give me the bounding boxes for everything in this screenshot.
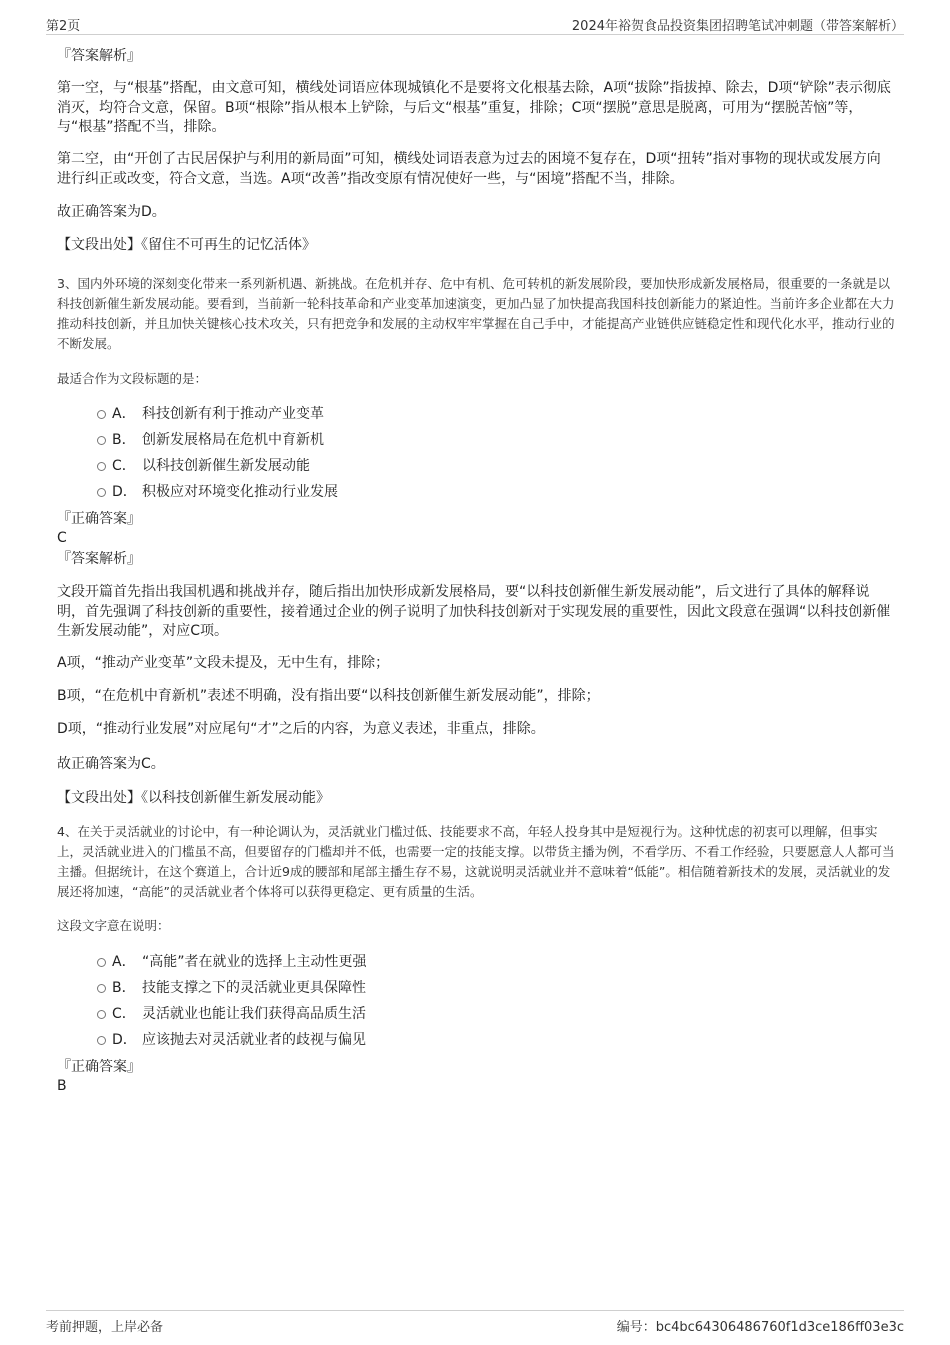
q3-analysis-heading: 『答案解析』 (57, 551, 141, 567)
radio-icon[interactable] (97, 1010, 106, 1019)
q4-answer-heading: 『正确答案』 (57, 1059, 141, 1075)
q3-option-d[interactable] (97, 482, 338, 502)
q4-answer: B (57, 1078, 67, 1094)
q3-analysis-paragraph-1: 文段开篇首先指出我国机遇和挑战并存，随后指出加快形成新发展格局，要“以科技创新催生新发展动能”，后文进行了具体的解释说明，首先强调了科技创新的重要性，接着通过企业的例子说明了加快科技创新对于实现发展的重要性，因此文段意在强调“以科技创新催生新发展动能”，对应C项。 (57, 584, 891, 639)
q4-question-text: 4、在关于灵活就业的讨论中，有一种论调认为，灵活就业门槛过低、技能要求不高，年轻人投身其中是短视行为。这种忧虑的初衷可以理解，但事实上，灵活就业进入的门槛虽不高，但要留存的门槛却并不低，也需要一定的技能支撑。以带货主播为例，不看学历、不看工作经验，只要愿意人人都可当主播。但据统计，在这个赛道上，合计近9成的腰部和尾部主播生存不易，这就说明灵活就业并不意味着“低能”。相信随着新技术的发展，灵活就业的发展还将加速，“高能”的灵活就业者个体将可以获得更稳定、更有质量的生活。 (57, 824, 895, 899)
option-text: 以科技创新催生新发展动能 (142, 458, 310, 474)
q3-answer-heading: 『正确答案』 (57, 511, 141, 527)
q3-option-b[interactable] (97, 430, 324, 450)
q3-conclusion: 故正确答案为C。 (57, 756, 165, 772)
footer-slogan: 考前押题，上岸必备 (46, 1320, 164, 1335)
option-text: 科技创新有利于推动产业变革 (142, 406, 324, 422)
option-letter: B． (112, 432, 136, 448)
radio-icon[interactable] (97, 488, 106, 497)
document-title: 2024年裕贺食品投资集团招聘笔试冲刺题（带答案解析） (571, 19, 904, 34)
option-text: 灵活就业也能让我们获得高品质生活 (142, 1006, 366, 1022)
option-letter: C． (112, 458, 136, 474)
page-header (46, 14, 904, 35)
q4-option-b[interactable] (97, 978, 366, 998)
q3-analysis-option-d: D项，“推动行业发展”对应尾句“才”之后的内容，为意义表述，非重点，排除。 (57, 721, 545, 737)
option-letter: C． (112, 1006, 136, 1022)
option-letter: D． (112, 1032, 137, 1048)
radio-icon[interactable] (97, 1036, 106, 1045)
option-letter: D． (112, 484, 137, 500)
q3-prompt: 最适合作为文段标题的是： (57, 371, 208, 386)
q2-source: 【文段出处】《留住不可再生的记忆活体》 (57, 237, 316, 253)
radio-icon[interactable] (97, 436, 106, 445)
q3-analysis-option-a: A项，“推动产业变革”文段未提及，无中生有，排除； (57, 655, 390, 671)
q3-source: 【文段出处】《以科技创新催生新发展动能》 (57, 790, 330, 806)
page-number: 第2页 (46, 19, 81, 34)
page-footer (46, 1310, 904, 1335)
radio-icon[interactable] (97, 984, 106, 993)
option-text: 技能支撑之下的灵活就业更具保障性 (142, 980, 366, 996)
q4-option-c[interactable] (97, 1004, 366, 1024)
q4-option-d[interactable] (97, 1030, 366, 1050)
option-letter: A． (112, 954, 136, 970)
document-id: 编号：bc4bc64306486760f1d3ce186ff03e3c (616, 1320, 904, 1335)
q4-option-a[interactable] (97, 952, 367, 972)
option-letter: B． (112, 980, 136, 996)
q2-analysis-heading: 『答案解析』 (57, 48, 141, 64)
option-text: 创新发展格局在危机中育新机 (142, 432, 324, 448)
q2-analysis-paragraph-2: 第二空，由“开创了古民居保护与利用的新局面”可知，横线处词语表意为过去的困境不复存在，D项“扭转”指对事物的现状或发展方向进行纠正或改变，符合文意，当选。A项“改善”指改变原有情况使好一些，与“困境”搭配不当，排除。 (57, 151, 881, 187)
q2-conclusion: 故正确答案为D。 (57, 204, 166, 220)
q3-question-text: 3、国内外环境的深刻变化带来一系列新机遇、新挑战。在危机并存、危中有机、危可转机的新发展阶段，要加快形成新发展格局，很重要的一条就是以科技创新催生新发展动能。要看到，当前新一轮科技革命和产业变革加速演变，更加凸显了加快提高我国科技创新能力的紧迫性。当前许多企业都在大力推动科技创新，并且加快关键核心技术攻关，只有把竞争和发展的主动权牢牢掌握在自己手中，才能提高产业链供应链稳定性和现代化水平，推动行业的不断发展。 (57, 276, 895, 351)
q4-prompt: 这段文字意在说明： (57, 918, 170, 933)
q3-option-a[interactable] (97, 404, 324, 424)
option-text: “高能”者在就业的选择上主动性更强 (142, 954, 367, 970)
option-letter: A． (112, 406, 136, 422)
q3-analysis-option-b: B项，“在危机中育新机”表述不明确，没有指出要“以科技创新催生新发展动能”，排除； (57, 688, 600, 704)
q3-answer: C (57, 530, 67, 546)
option-text: 积极应对环境变化推动行业发展 (142, 484, 338, 500)
option-text: 应该抛去对灵活就业者的歧视与偏见 (142, 1032, 366, 1048)
q2-analysis-paragraph-1: 第一空，与“根基”搭配，由文意可知，横线处词语应体现城镇化不是要将文化根基去除，A项“拔除”指拔掉、除去，D项“铲除”表示彻底消灭，均符合文意，保留。B项“根除”指从根本上铲除，与后文“根基”重复，排除；C项“摆脱”意思是脱离，可用为“摆脱苦恼”等，与“根基”搭配不当，排除。 (57, 80, 891, 135)
radio-icon[interactable] (97, 462, 106, 471)
radio-icon[interactable] (97, 958, 106, 967)
radio-icon[interactable] (97, 410, 106, 419)
q3-option-c[interactable] (97, 456, 310, 476)
